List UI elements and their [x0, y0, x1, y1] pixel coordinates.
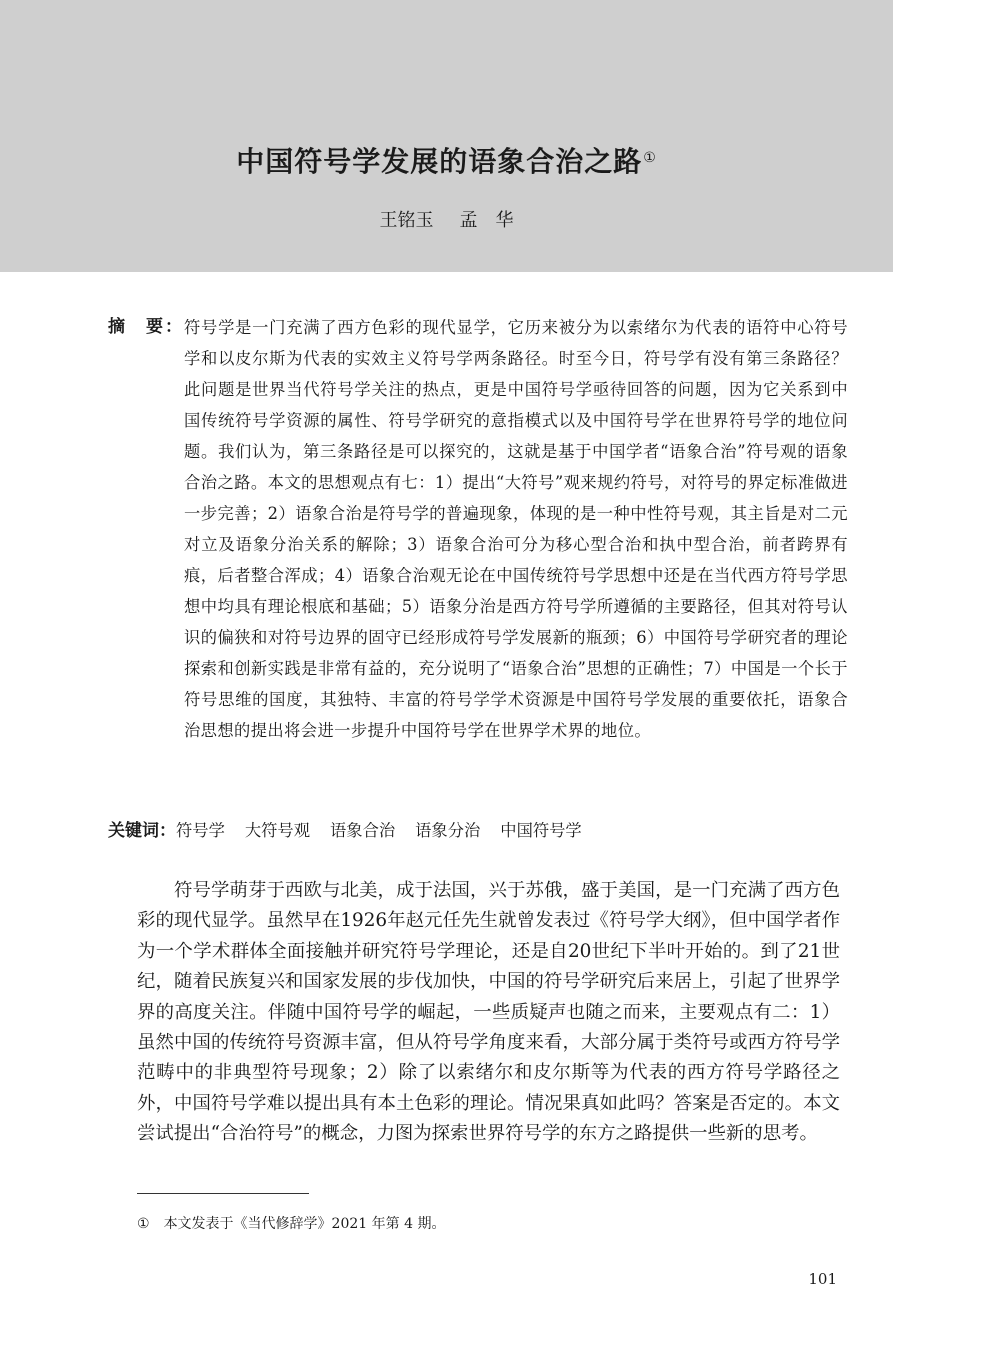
footnote — [137, 1213, 837, 1235]
keyword-item: 中国符号学 — [500, 821, 582, 840]
author-2: 孟 华 — [459, 210, 514, 231]
keyword-item: 语象合治 — [330, 821, 396, 840]
article-title — [0, 142, 893, 182]
keyword-item: 符号学 — [176, 821, 225, 840]
abstract-text: 符号学是一门充满了西方色彩的现代显学，它历来被分为以索绪尔为代表的语符中心符号学和以皮尔斯为代表的实效主义符号学两条路径。时至今日，符号学有没有第三条路径？此问题是世界当代符号学关注的热点，更是中国符号学亟待回答的问题，因为它关系到中国传统符号学资源的属性、符号学研究的意指模式以及中国符号学在世界符号学的地位问题。我们认为，第三条路径是可以探究的，这就是基于中国学者“语象合治”符号观的语象合治之路。本文的思想观点有七：1）提出“大符号”观来规约符号，对符号的界定标准做进一步完善；2）语象合治是符号学的普遍现象，体现的是一种中性符号观，其主旨是对二元对立及语象分治关系的解除；3）语象合治可分为移心型合治和执中型合治，前者跨界有痕，后者整合浑成；4）语象合治观无论在中国传统符号学思想中还是在当代西方符号学思想中均具有理论根底和基础；5）语象分治是西方符号学所遵循的主要路径，但其对符号认识的偏狭和对符号边界的固守已经形成符号学发展新的瓶颈；6）中国符号学研究者的理论探索和创新实践是非常有益的，充分说明了“语象合治”思想的正确性；7）中国是一个长于符号思维的国度，其独特、丰富的符号学学术资源是中国符号学发展的重要依托，语象合治思想的提出将会进一步提升中国符号学在世界学术界的地位。 — [184, 318, 848, 740]
keyword-item: 大符号观 — [244, 821, 310, 840]
footnote-marker: ① — [137, 1216, 150, 1232]
keywords — [108, 815, 848, 847]
footnote-divider — [137, 1193, 309, 1194]
authors — [0, 208, 893, 234]
page-number: 101 — [808, 1270, 837, 1288]
keywords-label: 关键词： — [108, 821, 176, 841]
keywords-list — [176, 821, 602, 840]
abstract-label: 摘 要： — [108, 317, 184, 337]
body-paragraph: 符号学萌芽于西欧与北美，成于法国，兴于苏俄，盛于美国，是一门充满了西方色彩的现代显学。虽然早在1926年赵元任先生就曾发表过《符号学大纲》，但中国学者作为一个学术群体全面接触并研究符号学理论，还是自20世纪下半叶开始的。到了21世纪，随着民族复兴和国家发展的步伐加快，中国的符号学研究后来居上，引起了世界学界的高度关注。伴随中国符号学的崛起，一些质疑声也随之而来，主要观点有二：1）虽然中国的传统符号资源丰富，但从符号学角度来看，大部分属于类符号或西方符号学范畴中的非典型符号现象；2）除了以索绪尔和皮尔斯等为代表的西方符号学路径之外，中国符号学难以提出具有本土色彩的理论。情况果真如此吗？答案是否定的。本文尝试提出“合治符号”的概念，力图为探索世界符号学的东方之路提供一些新的思考。 — [137, 880, 840, 1145]
title-footnote-marker[interactable]: ① — [643, 150, 657, 166]
author-1: 王铭玉 — [379, 210, 434, 231]
footnote-text: 本文发表于《当代修辞学》2021 年第 4 期。 — [163, 1216, 446, 1232]
keyword-item: 语象分治 — [415, 821, 481, 840]
article-title-text: 中国符号学发展的语象合治之路 — [236, 145, 643, 178]
abstract — [108, 312, 848, 746]
